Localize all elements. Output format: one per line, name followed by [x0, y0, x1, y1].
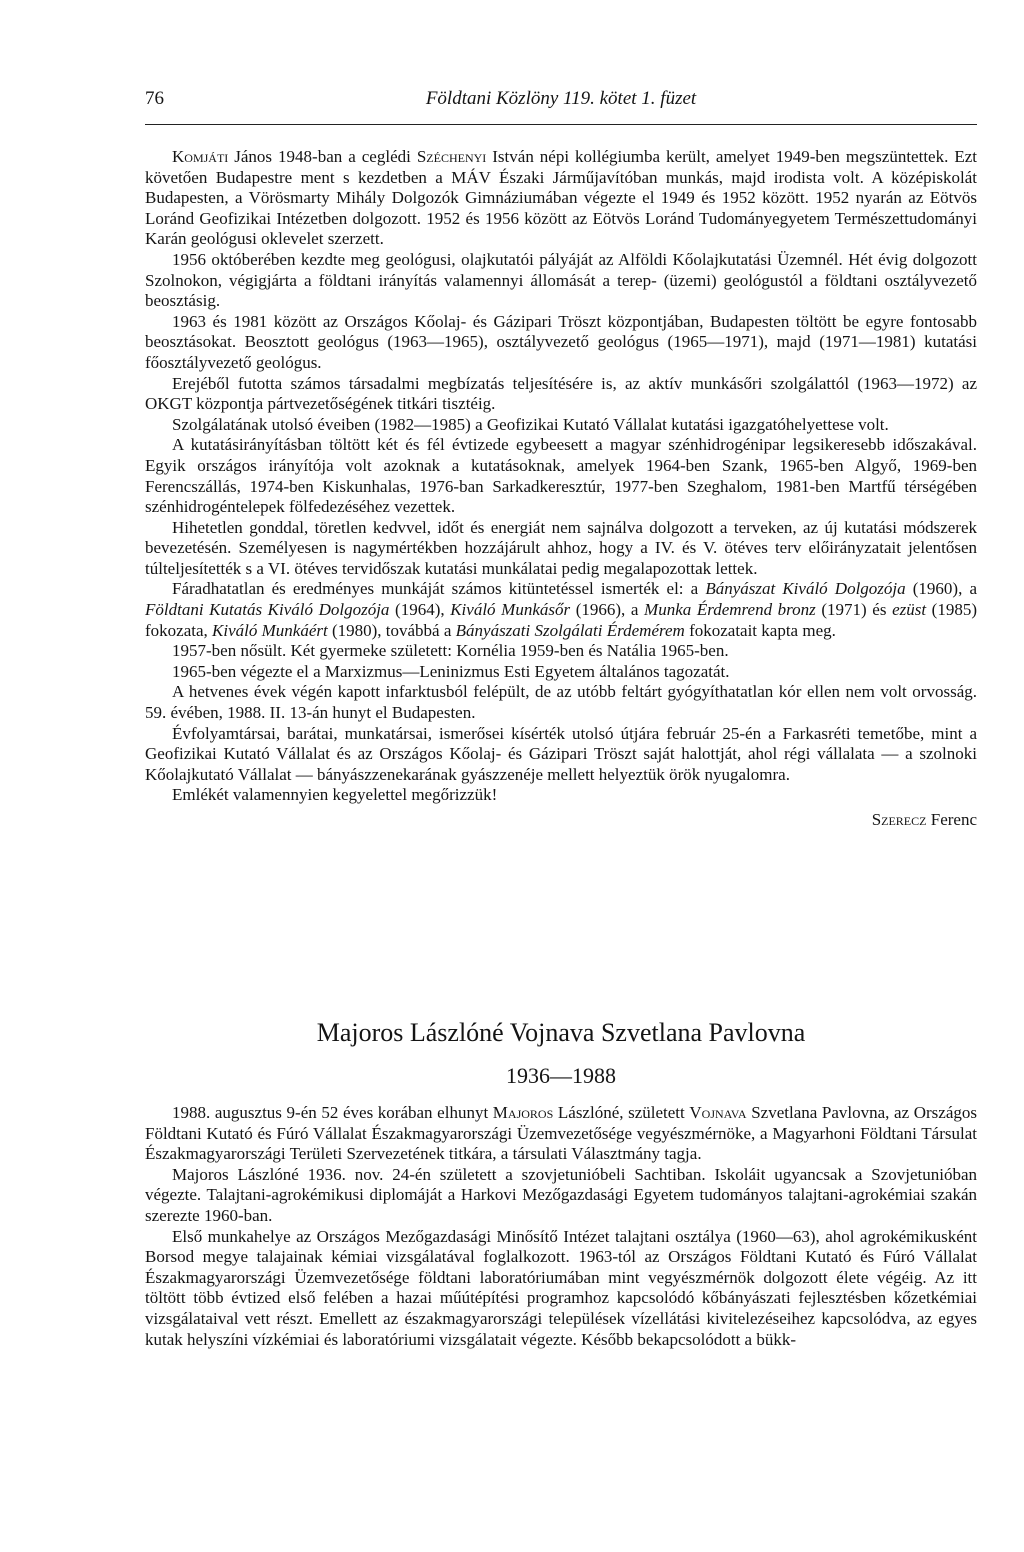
paragraph	[145, 147, 977, 250]
paragraph-awards	[145, 579, 977, 641]
text-run: Lászlóné, született	[553, 1103, 690, 1122]
obituary-majoros	[145, 1103, 977, 1350]
person-name: Vojnava	[689, 1103, 747, 1122]
text-run: (1966), a	[570, 600, 645, 620]
text-run: 1988. augusztus 9-én 52 éves korában elhunyt	[172, 1103, 493, 1122]
paragraph	[145, 1103, 977, 1165]
page-number: 76	[145, 88, 164, 109]
signature-surname: Szerecz	[871, 810, 927, 829]
award-name: Kiváló Munkáért	[212, 620, 328, 640]
signature-given: Ferenc	[926, 810, 977, 829]
obituary-years: 1936—1988	[506, 1063, 616, 1088]
obituary-title: Majoros Lászlóné Vojnava Szvetlana Pavlovna	[316, 1018, 806, 1047]
award-name: Kiváló Munkásőr	[450, 600, 571, 620]
text-run: István népi kollégiumba került, amelyet 1949-ben megszüntettek. Ezt követően Budapestre ment s kezdetben a MÁV Északi Járműjavítóban munkás, majd irodista volt. A középiskolát Budapesten, a Vörösmarty Mihály Dolgozók Gimnáziumában végezte el 1949 és 1952 között. 1952 nyarán az Eötvös Loránd Geofizikai Intézetben dolgozott. 1952 és 1956 között az Eötvös Loránd Tudományegyetem Természettudományi Karán geológusi oklevelet szerzett.	[145, 147, 977, 249]
text-run: Szvetlana Pavlovna, az Országos Földtani Kutató és Fúró Vállalat Északmagyarországi Üzemvezetősége vegyészmérnöke, a Magyarhoni Földtani Társulat Északmagyarországi Területi Szervezetének titkára, a társulati Választmány tagja.	[145, 1103, 978, 1164]
journal-title: Földtani Közlöny 119. kötet 1. füzet	[425, 88, 697, 109]
text-run: (1985) fokozata,	[145, 600, 978, 640]
page-header	[145, 88, 977, 114]
award-name: Bányászat Kiváló Dolgozója	[705, 579, 906, 599]
text-run: Fáradhatatlan és eredményes munkáját számos kitüntetéssel ismerték el: a	[172, 579, 706, 599]
paragraph: Évfolyamtársai, barátai, munkatársai, ismerősei kísérték utolsó útjára február 25-én a Farkasréti temetőbe, mint a Geofizikai Kutató Vállalat és az Országos Kőolaj- és Gázipari Tröszt saját halottját, ahol régi vállalata — a szolnoki Kőolajkutató Vállalat — bányászzenekarának gyászzenéje mellett helyeztük örök nyugalomra.	[145, 723, 977, 784]
person-name: Komjáti	[172, 147, 229, 166]
paragraph: Emlékét valamennyien kegyelettel megőrizzük!	[172, 785, 498, 805]
text-run: fokozatait kapta meg.	[684, 620, 836, 640]
paragraph: 1963 és 1981 között az Országos Kőolaj- és Gázipari Tröszt központjában, Budapesten töltött be egyre fontosabb beosztásokat. Beosztott geológus (1963—1965), osztályvezető geológus (1965—1971), majd (1971—1981) kutatási főosztályvezető geológus.	[145, 311, 977, 372]
paragraph: A hetvenes évek végén kapott infarktusból felépült, de az utóbb feltárt gyógyíthatatlan kór ellen nem volt orvosság. 59. évében, 1988. II. 13-án hunyt el Budapesten.	[145, 682, 977, 723]
author-signature	[145, 810, 977, 831]
award-name: ezüst	[892, 600, 927, 620]
paragraph: 1957-ben nősült. Két gyermeke született: Kornélia 1959-ben és Natália 1965-ben.	[172, 641, 729, 661]
paragraph: 1956 októberében kezdte meg geológusi, olajkutatói pályáját az Alföldi Kőolajkutatási Üzemnél. Hét évig dolgozott Szolnokon, végigjárta a földtani irányítás valamennyi állomását a terep- (üzemi) geológustól a földtani osztályvezető beosztásig.	[145, 249, 977, 311]
paragraph: A kutatásirányításban töltött két és fél évtizede egybeesett a magyar szénhidrogénipar legsikeresebb időszakával. Egyik országos irányítója volt azoknak a kutatásoknak, amelyek 1964-ben Szank, 1965-ben Algyő, 1969-ben Ferencszállás, 1974-ben Kiskunhalas, 1976-ban Sarkadkeresztúr, 1977-ben Szeghalom, 1981-ben Martfű térségében szénhidrogéntelepek fölfedezéséhez vezettek.	[145, 435, 977, 517]
paragraph: Erejéből futotta számos társadalmi megbízatás teljesítésére is, az aktív munkásőri szolgálattól (1963—1972) az OKGT központja pártvezetőségének titkári tisztéig.	[145, 373, 977, 414]
text-run: (1971) és	[815, 600, 893, 620]
person-name: Majoros	[492, 1103, 554, 1122]
paragraph: Hihetetlen gonddal, töretlen kedvvel, időt és energiát nem sajnálva dolgozott a terveken, az új kutatási módszerek bevezetésén. Személyesen is nagymértékben hozzájárult ahhoz, hogy a IV. és V. ötéves terv előirányzatait jelentősen túlteljesítették s a VI. ötéves tervidőszak kutatási munkálatai pedig megalapozottak lettek.	[145, 517, 977, 578]
obituary-komjati	[145, 147, 977, 831]
paragraph: Majoros Lászlóné 1936. nov. 24-én született a szovjetunióbeli Sachtiban. Iskoláit ugyancsak a Szovjetunióban végezte. Talajtani-agrokémikusi diplomáját a Harkovi Mezőgazdasági Egyetem tudományos talajtani-agrokémiai szakán szerezte 1960-ban.	[145, 1164, 977, 1225]
award-name: Munka Érdemrend bronz	[644, 600, 816, 620]
paragraph: Első munkahelye az Országos Mezőgazdasági Minősítő Intézet talajtani osztálya (1960—63), ahol agrokémikusként Borsod megye talajainak kémiai vizsgálatával foglalkozott. 1963-tól az Országos Földtani Kutató és Fúró Vállalat Északmagyarországi Üzemvezetősége földtani laboratóriumában mint vegyészmérnök dolgozott élete végéig. Az itt töltött több évtized első felében a hazai műútépítési programhoz kapcsolódó kőbányászati fejlesztésben kőzetkémiai vizsgálataival vett részt. Emellett az északmagyarországi települések vízellátási kivitelezéseihez kapcsolódva, az egyes kutak helyszíni vízkémiai és laboratóriumi vizsgálatait végezte. Később bekapcsolódott a bükk-	[145, 1226, 977, 1349]
text-run: (1980), továbbá a	[327, 620, 456, 640]
header-rule	[145, 124, 977, 125]
text-run: (1960), a	[905, 579, 978, 599]
text-run: (1964),	[389, 600, 451, 620]
person-name: Széchenyi	[416, 147, 487, 166]
text-run: János 1948-ban a ceglédi	[228, 147, 417, 166]
award-name: Földtani Kutatás Kiváló Dolgozója	[145, 600, 390, 620]
paragraph: 1965-ben végezte el a Marxizmus—Leninizmus Esti Egyetem általános tagozatát.	[172, 661, 730, 681]
paragraph: Szolgálatának utolsó éveiben (1982—1985) a Geofizikai Kutató Vállalat kutatási igazgatóhelyettese volt.	[172, 414, 889, 434]
document-page	[145, 0, 977, 1552]
award-name: Bányászati Szolgálati Érdemérem	[455, 620, 685, 640]
